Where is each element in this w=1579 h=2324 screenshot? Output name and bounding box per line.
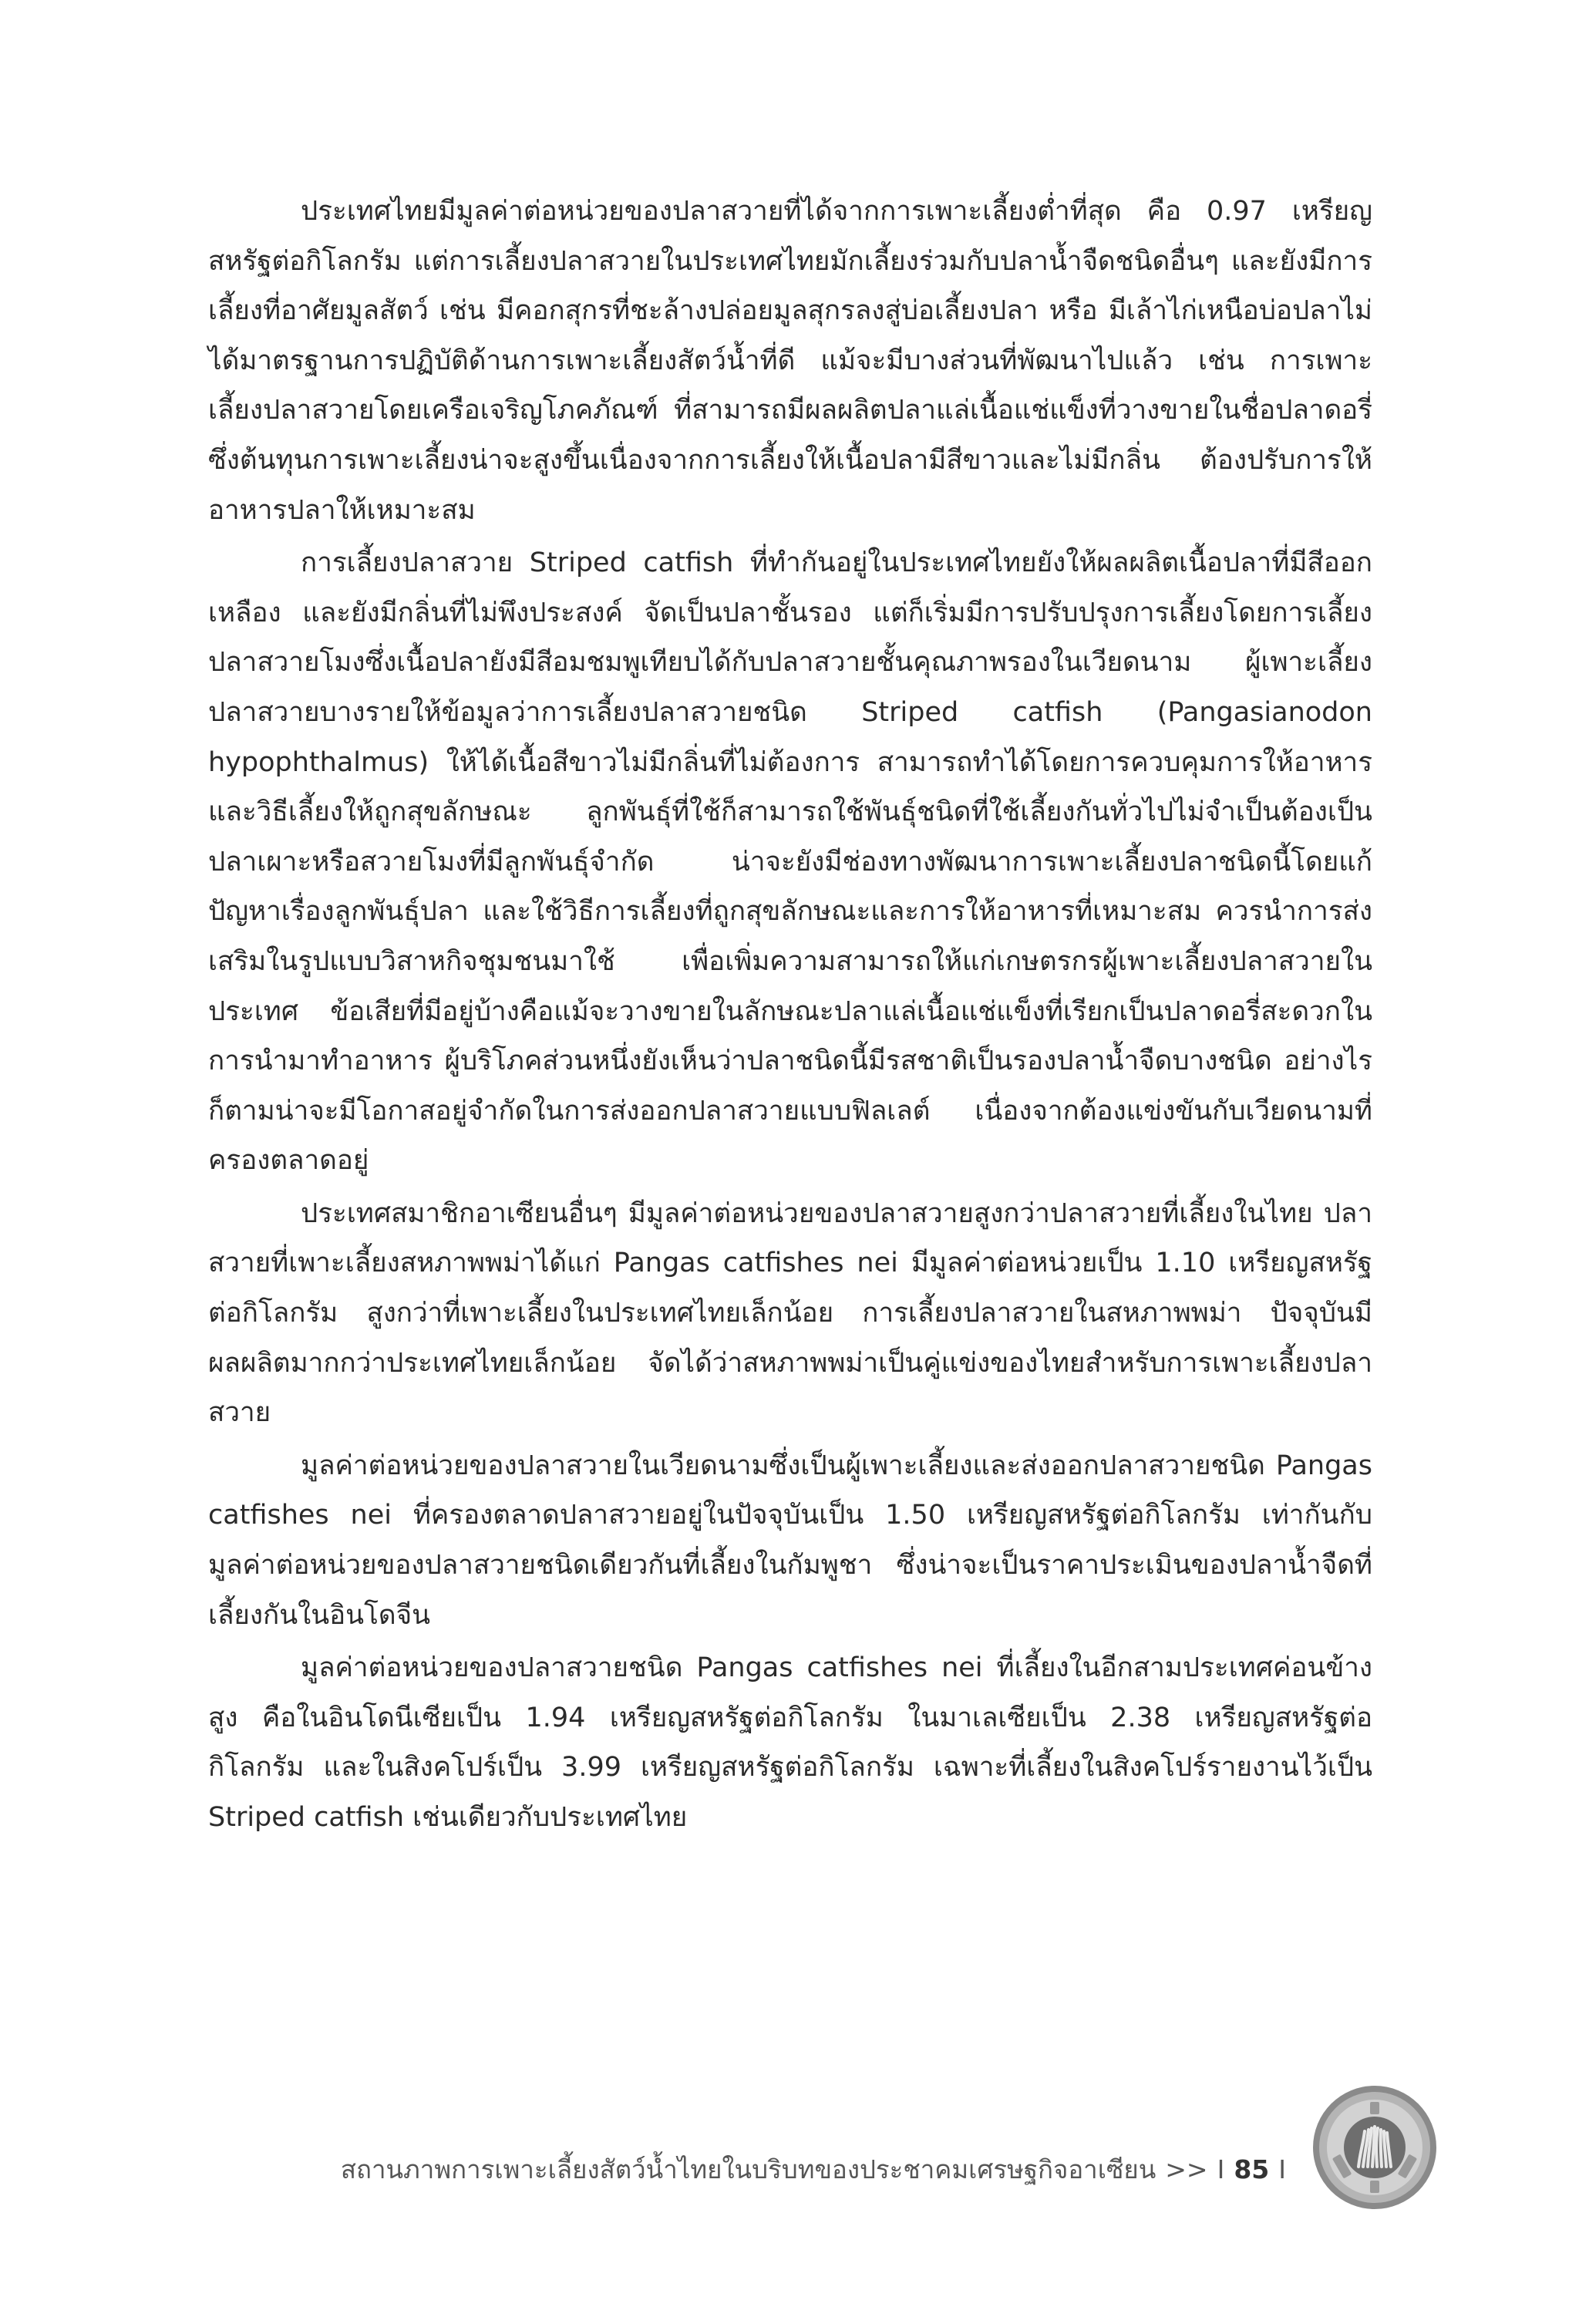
footer-title: สถานภาพการเพาะเลี้ยงสัตว์น้ำไทยในบริบทของประชาคมเศรษฐกิจอาเซียน — [340, 2154, 1156, 2184]
paragraph-2: การเลี้ยงปลาสวาย Striped catfish ที่ทำกันอยู่ในประเทศไทยยังให้ผลผลิตเนื้อปลาที่มีสีออกเหลือง และยังมีกลิ่นที่ไม่พึงประสงค์ จัดเป็นปลาชั้นรอง แต่ก็เริ่มมีการปรับปรุงการเลี้ยงโดยการเลี้ยงปลาสวายโมงซึ่งเนื้อปลายังมีสีอมชมพูเทียบได้กับปลาสวายชั้นคุณภาพรองในเวียดนาม ผู้เพาะเลี้ยงปลาสวายบางรายให้ข้อมูลว่าการเลี้ยงปลาสวายชนิด Striped catfish (Pangasianodon hypophthalmus) ให้ได้เนื้อสีขาวไม่มีกลิ่นที่ไม่ต้องการ สามารถทำได้โดยการควบคุมการให้อาหารและวิธีเลี้ยงให้ถูกสุขลักษณะ ลูกพันธุ์ที่ใช้ก็สามารถใช้พันธุ์ชนิดที่ใช้เลี้ยงกันทั่วไปไม่จำเป็นต้องเป็นปลาเผาะหรือสวายโมงที่มีลูกพันธุ์จำกัด น่าจะยังมีช่องทางพัฒนาการเพาะเลี้ยงปลาชนิดนี้โดยแก้ปัญหาเรื่องลูกพันธุ์ปลา และใช้วิธีการเลี้ยงที่ถูกสุขลักษณะและการให้อาหารที่เหมาะสม ควรนำการส่งเสริมในรูปแบบวิสาหกิจชุมชนมาใช้ เพื่อเพิ่มความสามารถให้แก่เกษตรกรผู้เพาะเลี้ยงปลาสวายในประเทศ ข้อเสียที่มีอยู่บ้างคือแม้จะวางขายในลักษณะปลาแล่เนื้อแช่แข็งที่เรียกเป็นปลาดอรี่สะดวกในการนำมาทำอาหาร ผู้บริโภคส่วนหนึ่งยังเห็นว่าปลาชนิดนี้มีรสชาติเป็นรองปลาน้ำจืดบางชนิด อย่างไรก็ตามน่าจะมีโอกาสอยู่จำกัดในการส่งออกปลาสวายแบบฟิลเลต์ เนื่องจากต้องแข่งขันกับเวียดนามที่ครองตลาดอยู่ — [208, 547, 1372, 1177]
paragraph-4: มูลค่าต่อหน่วยของปลาสวายในเวียดนามซึ่งเป็นผู้เพาะเลี้ยงและส่งออกปลาสวายชนิด Pangas catfishes nei ที่ครองตลาดปลาสวายอยู่ในปัจจุบันเป็น 1.50 เหรียญสหรัฐต่อกิโลกรัม เท่ากันกับมูลค่าต่อหน่วยของปลาสวายชนิดเดียวกันที่เลี้ยงในกัมพูชา ซึ่งน่าจะเป็นราคาประเมินของปลาน้ำจืดที่เลี้ยงกันในอินโดจีน — [208, 1450, 1372, 1631]
body-text — [208, 187, 1372, 1846]
paragraph-5: มูลค่าต่อหน่วยของปลาสวายชนิด Pangas catfishes nei ที่เลี้ยงในอีกสามประเทศค่อนข้างสูง คือในอินโดนีเซียเป็น 1.94 เหรียญสหรัฐต่อกิโลกรัม ในมาเลเซียเป็น 2.38 เหรียญสหรัฐต่อกิโลกรัม และในสิงคโปร์เป็น 3.99 เหรียญสหรัฐต่อกิโลกรัม เฉพาะที่เลี้ยงในสิงคโปร์รายงานไว้เป็น Striped catfish เช่นเดียวกับประเทศไทย — [208, 1652, 1372, 1833]
page-footer — [340, 2148, 1295, 2190]
paragraph-3: ประเทศสมาชิกอาเซียนอื่นๆ มีมูลค่าต่อหน่วยของปลาสวายสูงกว่าปลาสวายที่เลี้ยงในไทย ปลาสวายที่เพาะเลี้ยงสหภาพพม่าได้แก่ Pangas catfishes nei มีมูลค่าต่อหน่วยเป็น 1.10 เหรียญสหรัฐต่อกิโลกรัม สูงกว่าที่เพาะเลี้ยงในประเทศไทยเล็กน้อย การเลี้ยงปลาสวายในสหภาพพม่า ปัจจุบันมีผลผลิตมากกว่าประเทศไทยเล็กน้อย จัดได้ว่าสหภาพพม่าเป็นคู่แข่งของไทยสำหรับการเพาะเลี้ยงปลาสวาย — [208, 1197, 1372, 1429]
footer-arrows: >> — [1165, 2154, 1208, 2184]
footer-separator-right: I — [1278, 2154, 1286, 2184]
paragraph-1: ประเทศไทยมีมูลค่าต่อหน่วยของปลาสวายที่ได้จากการเพาะเลี้ยงต่ำที่สุด คือ 0.97 เหรียญสหรัฐต่อกิโลกรัม แต่การเลี้ยงปลาสวายในประเทศไทยมักเลี้ยงร่วมกับปลาน้ำจืดชนิดอื่นๆ และยังมีการเลี้ยงที่อาศัยมูลสัตว์ เช่น มีคอกสุกรที่ชะล้างปล่อยมูลสุกรลงสู่บ่อเลี้ยงปลา หรือ มีเล้าไก่เหนือบ่อปลาไม่ได้มาตรฐานการปฏิบัติด้านการเพาะเลี้ยงสัตว์น้ำที่ดี แม้จะมีบางส่วนที่พัฒนาไปแล้ว เช่น การเพาะเลี้ยงปลาสวายโดยเครือเจริญโภคภัณฑ์ ที่สามารถมีผลผลิตปลาแล่เนื้อแช่แข็งที่วางขายในชื่อปลาดอรี่ ซึ่งต้นทุนการเพาะเลี้ยงน่าจะสูงขึ้นเนื่องจากการเลี้ยงให้เนื้อปลามีสีขาวและไม่มีกลิ่น ต้องปรับการให้อาหารปลาให้เหมาะสม — [208, 196, 1372, 526]
page-number: 85 — [1234, 2154, 1270, 2184]
asean-emblem-icon — [1309, 2082, 1440, 2213]
footer-separator-left: I — [1217, 2154, 1225, 2184]
